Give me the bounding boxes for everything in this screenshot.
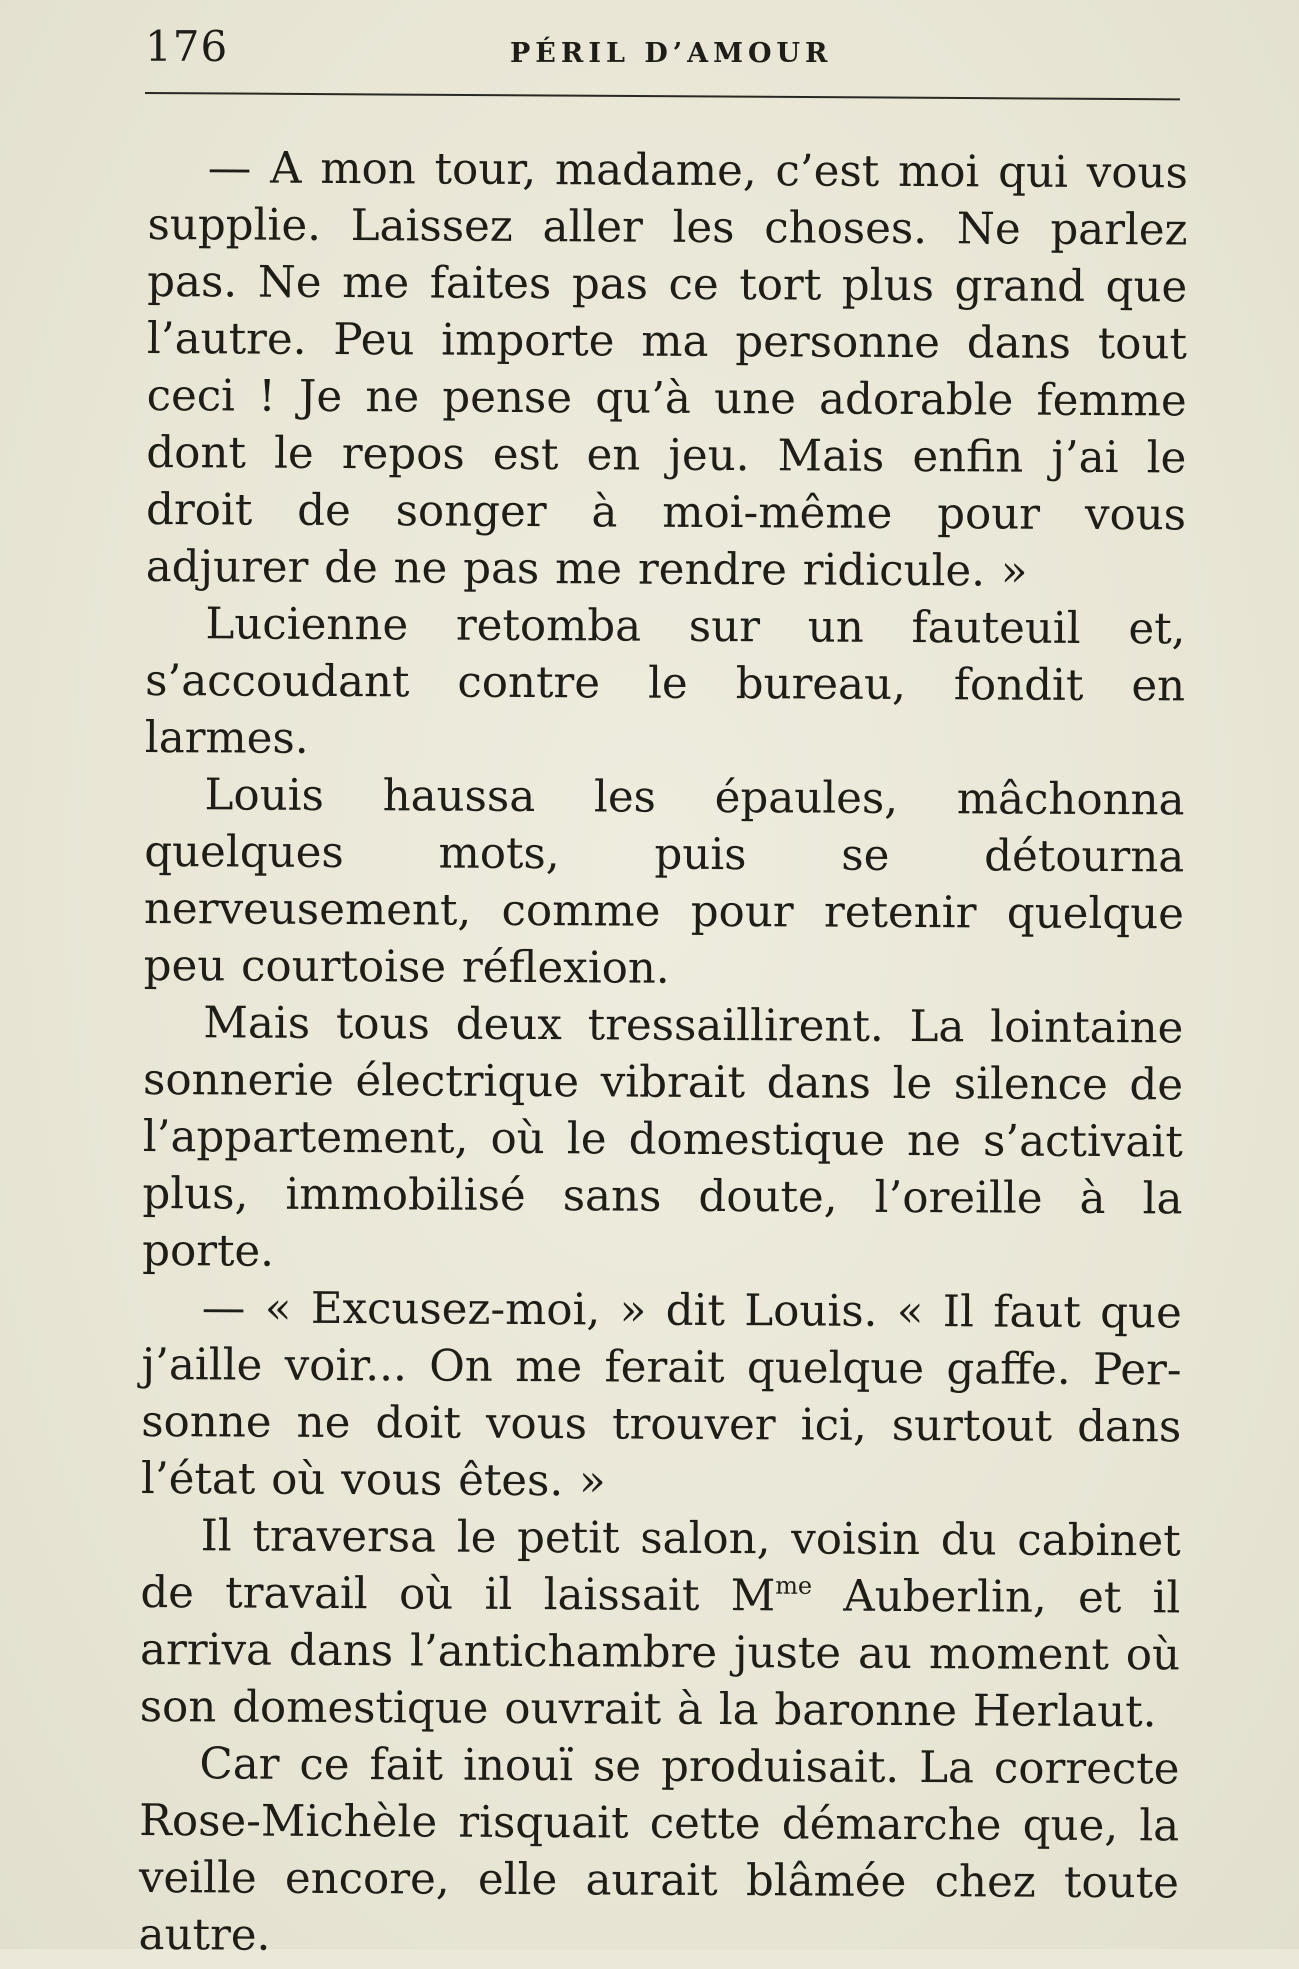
- header-rule: [145, 92, 1180, 100]
- paragraph-3: Louis haussa les épaules, mâchonna quelques mots, puis se détourna nerveusement, comme pour retenir quelque peu courtoise réflexion.: [143, 770, 1185, 994]
- page-header: [145, 22, 1185, 82]
- paragraph-7: Car ce fait inouï se produisait. La correcte Rose-Michèle risquait cette démarche que, la veille encore, elle aurait blâmée chez toute autre.: [138, 1739, 1180, 1961]
- paragraph-6: [140, 1508, 1181, 1741]
- paragraph-4: Mais tous deux tressaillirent. La lointaine sonnerie électrique vibrait dans le silence de l’appartement, où le domestique ne s’activait plus, immobilisé sans doute, l’oreille à la porte.: [142, 998, 1184, 1277]
- paragraph-6-part-1: Il traversa le petit salon, voisin du cabinet de travail où il laissait M: [140, 1511, 1181, 1622]
- paragraph-5: — « Excusez-moi, » dit Louis. « Il faut que j’aille voir... On me ferait quelque gaffe. Personne ne doit vous trouver ici, surtout dans l’état où vous êtes. »: [140, 1283, 1183, 1507]
- paragraph-2: Lucienne retomba sur un fauteuil et, s’accoudant contre le bureau, fondit en larmes.: [144, 599, 1186, 764]
- page-number: 176: [145, 22, 229, 71]
- paragraph-1: — A mon tour, madame, c’est moi qui vous supplie. Laissez aller les choses. Ne parlez pas. Ne me faites pas ce tort plus grand que l’autre. Peu importe ma personne dans tout ceci ! Je ne pense qu’à une adorable femme dont le repos est en jeu. Mais enfin j’ai le droit de songer à moi-même pour vous adjurer de ne pas me rendre ridicule. »: [145, 143, 1188, 597]
- superscript-me: me: [775, 1571, 813, 1600]
- running-title: PÉRIL D’AMOUR: [510, 38, 833, 69]
- paragraph-6-part-2: Auberlin, et il arriva dans l’antichambre juste au moment où son domestique ouvrait à la baronne Herlaut.: [139, 1571, 1181, 1738]
- body-text: [138, 140, 1188, 1969]
